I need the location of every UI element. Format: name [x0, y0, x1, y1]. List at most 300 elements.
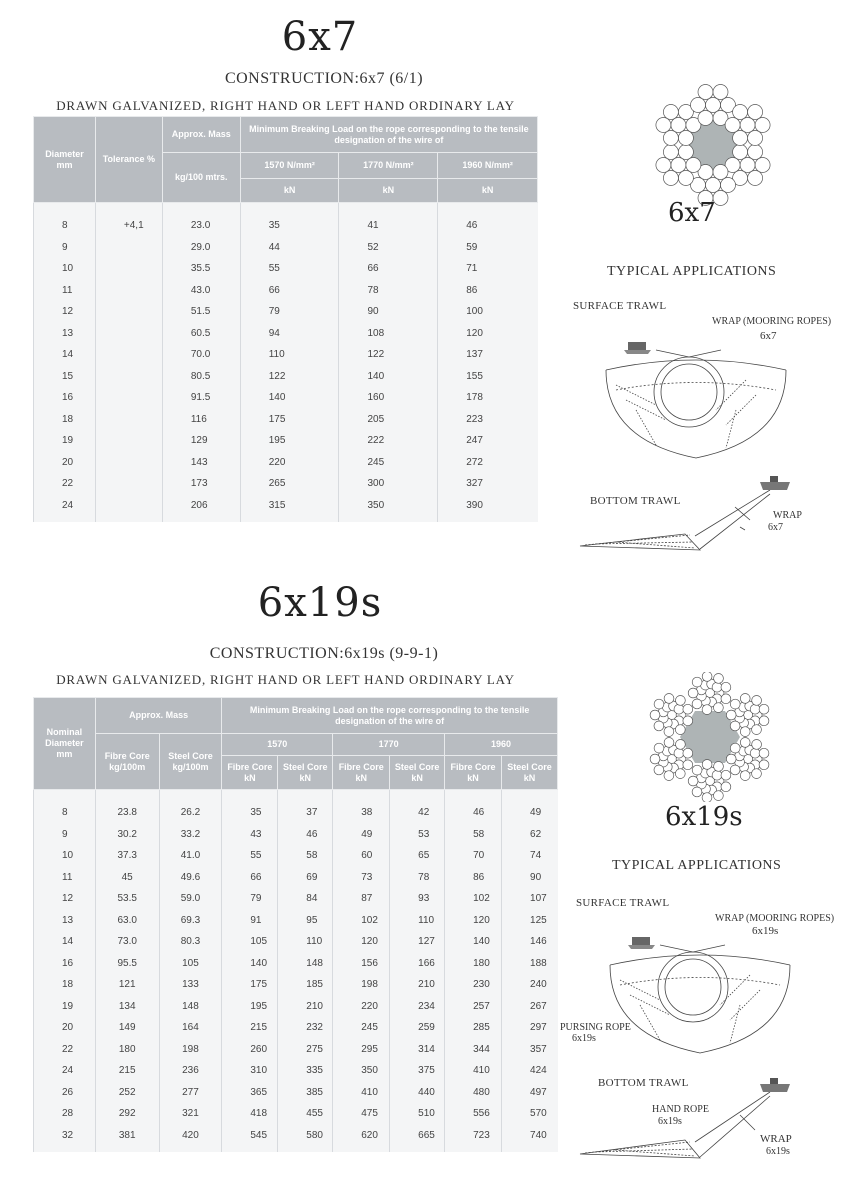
- table-cell: 556: [445, 1103, 502, 1125]
- table-cell: 59.0: [159, 888, 222, 910]
- table-cell: 155: [438, 366, 538, 388]
- table-cell: 314: [390, 1039, 445, 1061]
- table-cell: 381: [95, 1125, 159, 1147]
- table-cell: 63.0: [95, 910, 159, 932]
- table-row: [34, 824, 558, 846]
- table-row: [34, 323, 538, 345]
- table-cell: 265: [240, 473, 339, 495]
- table-cell: 43: [222, 824, 278, 846]
- table-cell: 26: [34, 1082, 96, 1104]
- header-diameter: Diameter mm: [34, 117, 96, 203]
- table-cell: 60.5: [162, 323, 240, 345]
- table-cell: 148: [159, 996, 222, 1018]
- wrap-mooring-rope: 6x19s: [752, 925, 779, 937]
- table-cell: 62: [502, 824, 558, 846]
- table-cell: 95.5: [95, 953, 159, 975]
- section1-construction: CONSTRUCTION:6x7 (6/1): [224, 70, 424, 87]
- table-cell: 164: [159, 1017, 222, 1039]
- table-cell: 545: [222, 1125, 278, 1147]
- table-cell: [95, 366, 162, 388]
- table-cell: 12: [34, 301, 96, 323]
- table-cell: 110: [390, 910, 445, 932]
- table-cell: 55: [222, 845, 278, 867]
- table-cell: 365: [222, 1082, 278, 1104]
- table-cell: [95, 237, 162, 259]
- table-cell: 195: [240, 430, 339, 452]
- table-cell: 175: [222, 974, 278, 996]
- table-cell: 420: [159, 1125, 222, 1147]
- table-cell: 12: [34, 888, 96, 910]
- table-row: [34, 280, 538, 302]
- table-cell: 95: [278, 910, 333, 932]
- table-cell: 38: [333, 802, 390, 824]
- rope-6x7-cross-section: [650, 82, 776, 208]
- table-cell: 234: [390, 996, 445, 1018]
- table-cell: 321: [159, 1103, 222, 1125]
- table-cell: 350: [339, 495, 438, 517]
- hand-rope-type: 6x19s: [658, 1116, 682, 1127]
- header-sc-kn: Steel Core kN: [502, 756, 558, 790]
- table-cell: 230: [445, 974, 502, 996]
- table-cell: 45: [95, 867, 159, 889]
- table-cell: [95, 387, 162, 409]
- table-cell: 35: [222, 802, 278, 824]
- typical-applications-heading: TYPICAL APPLICATIONS: [612, 858, 782, 873]
- table-cell: 166: [390, 953, 445, 975]
- rope-strand: [688, 760, 731, 803]
- table-cell: 60: [333, 845, 390, 867]
- bottom-trawl-illustration: [575, 1070, 800, 1165]
- table-cell: 327: [438, 473, 538, 495]
- section1-subtitle: DRAWN GALVANIZED, RIGHT HAND OR LEFT HAND ORDINARY LAY: [56, 98, 515, 113]
- table-cell: 32: [34, 1125, 96, 1147]
- table-cell: 49: [333, 824, 390, 846]
- table-row: [34, 1103, 558, 1125]
- table-cell: 20: [34, 452, 96, 474]
- table-cell: 58: [278, 845, 333, 867]
- table-cell: 90: [339, 301, 438, 323]
- table-cell: 127: [390, 931, 445, 953]
- surface-trawl-label: SURFACE TRAWL: [576, 897, 670, 909]
- table-cell: 29.0: [162, 237, 240, 259]
- table-row: [34, 344, 538, 366]
- table-cell: 8: [34, 802, 96, 824]
- table-cell: 180: [95, 1039, 159, 1061]
- table-cell: 310: [222, 1060, 278, 1082]
- header-fibre-core: Fibre Core kg/100m: [95, 734, 159, 790]
- table-cell: 140: [339, 366, 438, 388]
- table-cell: 133: [159, 974, 222, 996]
- table-cell: 475: [333, 1103, 390, 1125]
- table-cell: 120: [438, 323, 538, 345]
- table-row: [34, 802, 558, 824]
- table-cell: 295: [333, 1039, 390, 1061]
- table-cell: 272: [438, 452, 538, 474]
- table-cell: 10: [34, 845, 96, 867]
- table-cell: 222: [339, 430, 438, 452]
- table-row: [34, 1039, 558, 1061]
- table-cell: 410: [445, 1060, 502, 1082]
- table-cell: 335: [278, 1060, 333, 1082]
- table-cell: 24: [34, 495, 96, 517]
- table-cell: 16: [34, 387, 96, 409]
- header-fc-kn: Fibre Core kN: [445, 756, 502, 790]
- table-cell: 55: [240, 258, 339, 280]
- table-cell: 120: [445, 910, 502, 932]
- table-row: [34, 495, 538, 517]
- rope-6x19s-label: 6x19s: [665, 802, 743, 832]
- rope-6x7-label: 6x7: [668, 198, 716, 228]
- table-row: [34, 258, 538, 280]
- table-cell: [95, 430, 162, 452]
- table-cell: 198: [333, 974, 390, 996]
- table-cell: 723: [445, 1125, 502, 1147]
- table-cell: 125: [502, 910, 558, 932]
- table-6x7: [33, 116, 538, 522]
- table-row: [34, 953, 558, 975]
- table-cell: 20: [34, 1017, 96, 1039]
- table-cell: 16: [34, 953, 96, 975]
- table-cell: 22: [34, 1039, 96, 1061]
- table-cell: 297: [502, 1017, 558, 1039]
- table-cell: 22: [34, 473, 96, 495]
- table-cell: 13: [34, 910, 96, 932]
- table-row: [34, 430, 538, 452]
- section1-title: 6x7: [281, 14, 359, 60]
- table-cell: 480: [445, 1082, 502, 1104]
- table-cell: 134: [95, 996, 159, 1018]
- surface-trawl-illustration: [600, 925, 800, 1060]
- section2-construction: CONSTRUCTION:6x19s (9-9-1): [209, 645, 439, 662]
- rope-strand: [688, 672, 731, 715]
- header-mass-unit: kg/100 mtrs.: [162, 153, 240, 203]
- table-cell: 110: [278, 931, 333, 953]
- table-cell: 257: [445, 996, 502, 1018]
- table-cell: [95, 495, 162, 517]
- table-cell: 107: [502, 888, 558, 910]
- table-cell: 206: [162, 495, 240, 517]
- table-cell: 259: [390, 1017, 445, 1039]
- table-cell: 49.6: [159, 867, 222, 889]
- table-cell: [95, 473, 162, 495]
- table-row: [34, 215, 538, 237]
- header-fc-kn: Fibre Core kN: [222, 756, 278, 790]
- table-cell: 146: [502, 931, 558, 953]
- table-cell: 37.3: [95, 845, 159, 867]
- table-cell: 80.3: [159, 931, 222, 953]
- table-cell: 236: [159, 1060, 222, 1082]
- table-cell: 9: [34, 824, 96, 846]
- table-cell: 79: [240, 301, 339, 323]
- table-row: [34, 1082, 558, 1104]
- table-cell: 69.3: [159, 910, 222, 932]
- table-cell: +4,1: [95, 215, 162, 237]
- table-cell: 580: [278, 1125, 333, 1147]
- table-cell: 385: [278, 1082, 333, 1104]
- surface-trawl-illustration: [596, 330, 796, 465]
- table-cell: 79: [222, 888, 278, 910]
- table-cell: 210: [278, 996, 333, 1018]
- table-cell: 78: [390, 867, 445, 889]
- table-cell: 8: [34, 215, 96, 237]
- table-row: [34, 452, 538, 474]
- table-cell: 195: [222, 996, 278, 1018]
- table-cell: 59: [438, 237, 538, 259]
- header-grade: 1770 N/mm²: [339, 153, 438, 179]
- table-cell: 140: [445, 931, 502, 953]
- wrap-label: WRAP: [760, 1133, 792, 1145]
- header-sc-kn: Steel Core kN: [278, 756, 333, 790]
- table-cell: 108: [339, 323, 438, 345]
- table-cell: 120: [333, 931, 390, 953]
- table-cell: 285: [445, 1017, 502, 1039]
- table-cell: 137: [438, 344, 538, 366]
- table-cell: 80.5: [162, 366, 240, 388]
- table-cell: 37: [278, 802, 333, 824]
- table-cell: 122: [339, 344, 438, 366]
- table-cell: 42: [390, 802, 445, 824]
- table-row: [34, 888, 558, 910]
- table-row: [34, 366, 538, 388]
- table-cell: 275: [278, 1039, 333, 1061]
- wrap-mooring-label: WRAP (MOORING ROPES): [712, 316, 832, 327]
- table-cell: 44: [240, 237, 339, 259]
- header-tolerance: Tolerance %: [95, 117, 162, 203]
- table-cell: 198: [159, 1039, 222, 1061]
- table-cell: 66: [339, 258, 438, 280]
- table-cell: 105: [159, 953, 222, 975]
- table-cell: 10: [34, 258, 96, 280]
- bottom-trawl-illustration: [575, 472, 800, 556]
- table-cell: 205: [339, 409, 438, 431]
- table-cell: 252: [95, 1082, 159, 1104]
- header-grade: 1570: [222, 734, 333, 756]
- table-cell: 78: [339, 280, 438, 302]
- table-cell: 86: [445, 867, 502, 889]
- table-cell: [95, 452, 162, 474]
- rope-strand: [726, 738, 769, 781]
- table-cell: 344: [445, 1039, 502, 1061]
- table-cell: 247: [438, 430, 538, 452]
- table-cell: 100: [438, 301, 538, 323]
- table-cell: 14: [34, 931, 96, 953]
- table-cell: 357: [502, 1039, 558, 1061]
- header-mbl: Minimum Breaking Load on the rope corresponding to the tensile designation of the wire of: [240, 117, 537, 153]
- table-cell: 497: [502, 1082, 558, 1104]
- header-unit: kN: [339, 179, 438, 203]
- table-cell: [95, 280, 162, 302]
- header-grade: 1960 N/mm²: [438, 153, 538, 179]
- table-cell: 46: [278, 824, 333, 846]
- header-mbl: Minimum Breaking Load on the rope corresponding to the tensile designation of the wire of: [222, 698, 558, 734]
- table-cell: 292: [95, 1103, 159, 1125]
- table-cell: 11: [34, 280, 96, 302]
- table-cell: 105: [222, 931, 278, 953]
- header-sc-kn: Steel Core kN: [390, 756, 445, 790]
- table-cell: [95, 344, 162, 366]
- table-cell: 140: [222, 953, 278, 975]
- table-cell: 267: [502, 996, 558, 1018]
- table-cell: 220: [240, 452, 339, 474]
- table-cell: 70: [445, 845, 502, 867]
- table-cell: 35: [240, 215, 339, 237]
- header-fc-kn: Fibre Core kN: [333, 756, 390, 790]
- table-cell: 173: [162, 473, 240, 495]
- table-cell: 210: [390, 974, 445, 996]
- header-unit: kN: [240, 179, 339, 203]
- table-cell: 51.5: [162, 301, 240, 323]
- table-cell: 73: [333, 867, 390, 889]
- table-row: [34, 867, 558, 889]
- table-cell: 740: [502, 1125, 558, 1147]
- table-row: [34, 301, 538, 323]
- table-cell: 19: [34, 430, 96, 452]
- surface-trawl-label: SURFACE TRAWL: [573, 300, 667, 312]
- table-cell: 178: [438, 387, 538, 409]
- table-cell: 43.0: [162, 280, 240, 302]
- table-cell: 455: [278, 1103, 333, 1125]
- table-cell: 215: [95, 1060, 159, 1082]
- table-cell: 223: [438, 409, 538, 431]
- table-cell: 148: [278, 953, 333, 975]
- table-cell: 46: [445, 802, 502, 824]
- table-cell: 18: [34, 974, 96, 996]
- rope-strand: [726, 694, 769, 737]
- rope-6x19s-cross-section: [645, 672, 775, 802]
- header-mass: Approx. Mass: [95, 698, 222, 734]
- table-cell: 93: [390, 888, 445, 910]
- table-cell: 28: [34, 1103, 96, 1125]
- header-nominal-diameter: Nominal Diameter mm: [34, 698, 96, 790]
- table-cell: [95, 323, 162, 345]
- table-cell: 570: [502, 1103, 558, 1125]
- wrap-mooring-rope: 6x7: [760, 330, 777, 342]
- bottom-trawl-label: BOTTOM TRAWL: [598, 1077, 689, 1089]
- table-cell: 70.0: [162, 344, 240, 366]
- table-cell: 65: [390, 845, 445, 867]
- table-cell: 86: [438, 280, 538, 302]
- table-row: [34, 1125, 558, 1147]
- table-cell: 23.8: [95, 802, 159, 824]
- table-cell: 245: [339, 452, 438, 474]
- table-cell: 23.0: [162, 215, 240, 237]
- table-cell: 220: [333, 996, 390, 1018]
- header-unit: kN: [438, 179, 538, 203]
- table-cell: 140: [240, 387, 339, 409]
- table-cell: 277: [159, 1082, 222, 1104]
- table-cell: 13: [34, 323, 96, 345]
- table-row: [34, 910, 558, 932]
- table-cell: 30.2: [95, 824, 159, 846]
- table-cell: 350: [333, 1060, 390, 1082]
- header-steel-core: Steel Core kg/100m: [159, 734, 222, 790]
- table-cell: 418: [222, 1103, 278, 1125]
- table-cell: 19: [34, 996, 96, 1018]
- table-cell: 390: [438, 495, 538, 517]
- header-mass: Approx. Mass: [162, 117, 240, 153]
- table-cell: 410: [333, 1082, 390, 1104]
- section2-subtitle: DRAWN GALVANIZED, RIGHT HAND OR LEFT HAND ORDINARY LAY: [56, 672, 515, 687]
- table-cell: 58: [445, 824, 502, 846]
- table-cell: 53: [390, 824, 445, 846]
- table-cell: 41.0: [159, 845, 222, 867]
- table-row: [34, 473, 538, 495]
- table-6x19s: [33, 697, 558, 1152]
- table-row: [34, 845, 558, 867]
- table-cell: 260: [222, 1039, 278, 1061]
- table-row: [34, 931, 558, 953]
- table-cell: 180: [445, 953, 502, 975]
- table-cell: 33.2: [159, 824, 222, 846]
- table-row: [34, 409, 538, 431]
- table-cell: 11: [34, 867, 96, 889]
- table-cell: 24: [34, 1060, 96, 1082]
- table-row: [34, 387, 538, 409]
- wrap-rope: 6x7: [768, 522, 783, 533]
- table-cell: 116: [162, 409, 240, 431]
- table-cell: 440: [390, 1082, 445, 1104]
- table-cell: 143: [162, 452, 240, 474]
- table-row: [34, 1060, 558, 1082]
- table-cell: 215: [222, 1017, 278, 1039]
- pursing-rope-type: 6x19s: [572, 1033, 596, 1044]
- table-cell: 156: [333, 953, 390, 975]
- table-cell: 620: [333, 1125, 390, 1147]
- table-cell: 66: [240, 280, 339, 302]
- wrap-label: WRAP: [773, 510, 802, 521]
- table-cell: 53.5: [95, 888, 159, 910]
- table-cell: 18: [34, 409, 96, 431]
- table-cell: 188: [502, 953, 558, 975]
- table-cell: 91: [222, 910, 278, 932]
- table-cell: 15: [34, 366, 96, 388]
- table-cell: 122: [240, 366, 339, 388]
- table-cell: 49: [502, 802, 558, 824]
- hand-rope-label: HAND ROPE: [652, 1104, 709, 1115]
- table-cell: 665: [390, 1125, 445, 1147]
- table-cell: 73.0: [95, 931, 159, 953]
- wrap-mooring-label: WRAP (MOORING ROPES): [715, 913, 835, 924]
- table-row: [34, 974, 558, 996]
- table-cell: 110: [240, 344, 339, 366]
- section2-title: 6x19s: [257, 580, 383, 626]
- table-cell: 90: [502, 867, 558, 889]
- bottom-trawl-label: BOTTOM TRAWL: [590, 495, 681, 507]
- table-cell: 26.2: [159, 802, 222, 824]
- table-cell: 66: [222, 867, 278, 889]
- table-cell: 91.5: [162, 387, 240, 409]
- table-cell: 185: [278, 974, 333, 996]
- table-cell: 41: [339, 215, 438, 237]
- table-cell: 52: [339, 237, 438, 259]
- table-cell: 84: [278, 888, 333, 910]
- table-cell: [95, 258, 162, 280]
- table-cell: 121: [95, 974, 159, 996]
- table-cell: 245: [333, 1017, 390, 1039]
- pursing-rope-label: PURSING ROPE: [560, 1022, 631, 1033]
- table-row: [34, 1017, 558, 1039]
- table-cell: 315: [240, 495, 339, 517]
- table-cell: 149: [95, 1017, 159, 1039]
- table-cell: 35.5: [162, 258, 240, 280]
- header-grade: 1570 N/mm²: [240, 153, 339, 179]
- table-cell: 14: [34, 344, 96, 366]
- table-cell: 160: [339, 387, 438, 409]
- typical-applications-heading: TYPICAL APPLICATIONS: [607, 264, 777, 279]
- table-cell: 102: [333, 910, 390, 932]
- table-cell: 300: [339, 473, 438, 495]
- wrap-rope: 6x19s: [766, 1146, 790, 1157]
